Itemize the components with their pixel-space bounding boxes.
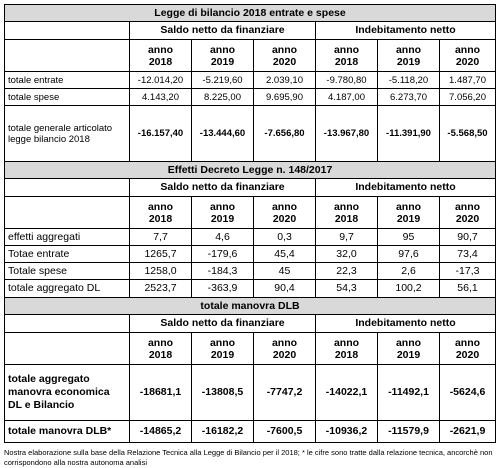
header-blank-cell bbox=[5, 197, 130, 229]
header-blank-cell bbox=[5, 40, 130, 72]
year-header: anno 2019 bbox=[378, 333, 440, 365]
value-cell: -11492,1 bbox=[378, 365, 440, 421]
year-header: anno 2018 bbox=[130, 40, 192, 72]
saldo-group-header: Saldo netto da finanziare bbox=[130, 179, 316, 197]
year-header: anno 2019 bbox=[192, 197, 254, 229]
value-cell: 4.143,20 bbox=[130, 89, 192, 106]
value-cell: -18681,1 bbox=[130, 365, 192, 421]
header-blank-cell bbox=[5, 333, 130, 365]
indeb-group-header: Indebitamento netto bbox=[316, 315, 496, 333]
year-header: anno 2020 bbox=[440, 197, 496, 229]
year-header: anno 2020 bbox=[254, 333, 316, 365]
indeb-group-header: Indebitamento netto bbox=[316, 22, 496, 40]
value-cell: -16182,2 bbox=[192, 421, 254, 443]
budget-table-sheet bbox=[4, 4, 495, 468]
value-cell: -184,3 bbox=[192, 263, 254, 280]
budget-table bbox=[4, 4, 496, 443]
value-cell: 9,7 bbox=[316, 229, 378, 246]
value-cell: 6.273,70 bbox=[378, 89, 440, 106]
value-cell: 2,6 bbox=[378, 263, 440, 280]
value-cell: -5624,6 bbox=[440, 365, 496, 421]
value-cell: -5.219,60 bbox=[192, 72, 254, 89]
header-blank-cell bbox=[5, 22, 130, 40]
value-cell: 100,2 bbox=[378, 280, 440, 298]
value-cell: 90,4 bbox=[254, 280, 316, 298]
value-cell: -7.656,80 bbox=[254, 106, 316, 162]
row-label: totale manovra DLB* bbox=[5, 421, 130, 443]
value-cell: -17,3 bbox=[440, 263, 496, 280]
section1-title: Legge di bilancio 2018 entrate e spese bbox=[5, 5, 496, 22]
row-label: Totae entrate bbox=[5, 246, 130, 263]
indeb-group-header: Indebitamento netto bbox=[316, 179, 496, 197]
value-cell: 22,3 bbox=[316, 263, 378, 280]
value-cell: 32,0 bbox=[316, 246, 378, 263]
value-cell: -7747,2 bbox=[254, 365, 316, 421]
value-cell: 1258,0 bbox=[130, 263, 192, 280]
value-cell: -13.444,60 bbox=[192, 106, 254, 162]
value-cell: -5.568,50 bbox=[440, 106, 496, 162]
value-cell: 90,7 bbox=[440, 229, 496, 246]
value-cell: 8.225,00 bbox=[192, 89, 254, 106]
year-header: anno 2018 bbox=[130, 333, 192, 365]
year-header: anno 2019 bbox=[192, 333, 254, 365]
table-row bbox=[5, 229, 496, 246]
row-label: totale aggregato manovra economica DL e Bilancio bbox=[5, 365, 130, 421]
value-cell: -9.780,80 bbox=[316, 72, 378, 89]
row-label: totale entrate bbox=[5, 72, 130, 89]
year-header: anno 2020 bbox=[440, 333, 496, 365]
year-header: anno 2019 bbox=[378, 40, 440, 72]
year-header: anno 2018 bbox=[316, 197, 378, 229]
value-cell: -5.118,20 bbox=[378, 72, 440, 89]
table-row bbox=[5, 106, 496, 162]
value-cell: -13808,5 bbox=[192, 365, 254, 421]
value-cell: 45 bbox=[254, 263, 316, 280]
value-cell: -12.014,20 bbox=[130, 72, 192, 89]
table-row bbox=[5, 365, 496, 421]
value-cell: 4.187,00 bbox=[316, 89, 378, 106]
table-row bbox=[5, 72, 496, 89]
table-row bbox=[5, 89, 496, 106]
year-header: anno 2020 bbox=[254, 40, 316, 72]
value-cell: -14022,1 bbox=[316, 365, 378, 421]
table-row bbox=[5, 246, 496, 263]
value-cell: 2.039,10 bbox=[254, 72, 316, 89]
header-blank-cell bbox=[5, 315, 130, 333]
table-row bbox=[5, 280, 496, 298]
year-header: anno 2019 bbox=[192, 40, 254, 72]
value-cell: 1265,7 bbox=[130, 246, 192, 263]
value-cell: -363,9 bbox=[192, 280, 254, 298]
value-cell: -11.391,90 bbox=[378, 106, 440, 162]
value-cell: -11579,9 bbox=[378, 421, 440, 443]
value-cell: -16.157,40 bbox=[130, 106, 192, 162]
year-header: anno 2018 bbox=[130, 197, 192, 229]
row-label: effetti aggregati bbox=[5, 229, 130, 246]
year-header: anno 2020 bbox=[440, 40, 496, 72]
value-cell: 45,4 bbox=[254, 246, 316, 263]
value-cell: 4,6 bbox=[192, 229, 254, 246]
value-cell: 56,1 bbox=[440, 280, 496, 298]
value-cell: 73,4 bbox=[440, 246, 496, 263]
value-cell: 95 bbox=[378, 229, 440, 246]
value-cell: 54,3 bbox=[316, 280, 378, 298]
year-header: anno 2018 bbox=[316, 333, 378, 365]
year-header: anno 2018 bbox=[316, 40, 378, 72]
value-cell: -2621,9 bbox=[440, 421, 496, 443]
saldo-group-header: Saldo netto da finanziare bbox=[130, 315, 316, 333]
year-header: anno 2019 bbox=[378, 197, 440, 229]
section2-title: Effetti Decreto Legge n. 148/2017 bbox=[5, 162, 496, 179]
value-cell: 2523,7 bbox=[130, 280, 192, 298]
table-row bbox=[5, 421, 496, 443]
value-cell: -7600,5 bbox=[254, 421, 316, 443]
value-cell: 7,7 bbox=[130, 229, 192, 246]
value-cell: 97,6 bbox=[378, 246, 440, 263]
value-cell: -179,6 bbox=[192, 246, 254, 263]
value-cell: 1.487,70 bbox=[440, 72, 496, 89]
year-header: anno 2020 bbox=[254, 197, 316, 229]
value-cell: 9.695,90 bbox=[254, 89, 316, 106]
table-row bbox=[5, 263, 496, 280]
value-cell: -13.967,80 bbox=[316, 106, 378, 162]
row-label: totale aggregato DL bbox=[5, 280, 130, 298]
row-label: totale spese bbox=[5, 89, 130, 106]
value-cell: 7.056,20 bbox=[440, 89, 496, 106]
saldo-group-header: Saldo netto da finanziare bbox=[130, 22, 316, 40]
footnote: Nostra elaborazione sulla base della Relazione Tecnica alla Legge di Bilancio per il 2018; * le cifre sono tratte dalla relazione tecnica, ancorchè non corrispondono alla nostra autonoma analisi bbox=[4, 448, 493, 467]
row-label: Totale spese bbox=[5, 263, 130, 280]
value-cell: -14865,2 bbox=[130, 421, 192, 443]
header-blank-cell bbox=[5, 179, 130, 197]
value-cell: -10936,2 bbox=[316, 421, 378, 443]
row-label: totale generale articolato legge bilancio 2018 bbox=[5, 106, 130, 162]
section3-title: totale manovra DLB bbox=[5, 298, 496, 315]
value-cell: 0,3 bbox=[254, 229, 316, 246]
